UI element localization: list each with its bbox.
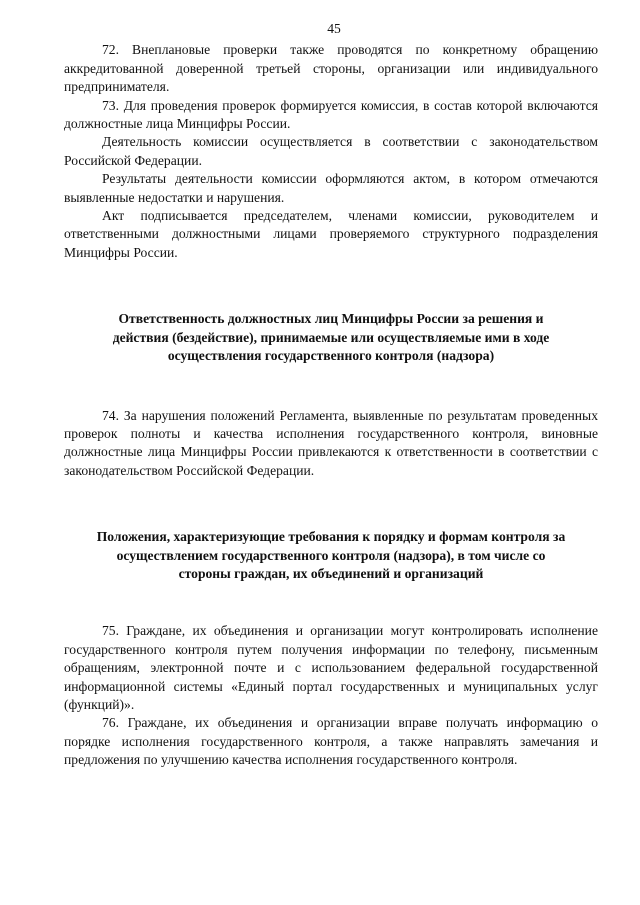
section-heading-control-forms: Положения, характеризующие требования к порядку и формам контроля за осуществлением государственного контроля (надзора), в том числе со стороны граждан, их объединений и организаций <box>96 529 566 581</box>
paragraph-commission-activity: Деятельность комиссии осуществляется в соответствии с законодательством Российской Федерации. <box>64 134 598 168</box>
page-number: 45 <box>327 21 341 36</box>
paragraph-72: 72. Внеплановые проверки также проводятся по конкретному обращению аккредитованной доверенной третьей стороны, организации или индивидуального предпринимателя. <box>64 42 598 95</box>
paragraph-act-signing: Акт подписывается председателем, членами комиссии, руководителем и ответственными должностными лицами проверяемого структурного подразделения Минцифры России. <box>64 208 598 260</box>
paragraph-76: 76. Граждане, их объединения и организации вправе получать информацию о порядке исполнения государственного контроля, а также направлять замечания и предложения по улучшению качества исполнения государственного контроля. <box>64 715 598 768</box>
document-page <box>64 20 598 770</box>
paragraph-73: 73. Для проведения проверок формируется комиссия, в состав которой включаются должностные лица Минцифры России. <box>64 97 598 132</box>
paragraph-commission-results: Результаты деятельности комиссии оформляются актом, в котором отмечаются выявленные недостатки и нарушения. <box>64 171 598 205</box>
paragraph-74: 74. За нарушения положений Регламента, выявленные по результатам проведенных проверок полноты и качества исполнения государственного контроля, виновные должностные лица Минцифры России привлекаются к ответственности в соответствии с законодательством Российской Федерации. <box>64 407 598 478</box>
section-heading-responsibility: Ответственность должностных лиц Минцифры России за решения и действия (бездействие), принимаемые или осуществляемые ими в ходе осуществления государственного контроля (надзора) <box>112 311 550 364</box>
paragraph-75: 75. Граждане, их объединения и организации могут контролировать исполнение государственного контроля путем получения информации по телефону, письменным обращениям, электронной почте и с использованием федеральной государственной информационной системы «Единый портал государственных и муниципальных услуг (функций)». <box>64 623 598 712</box>
